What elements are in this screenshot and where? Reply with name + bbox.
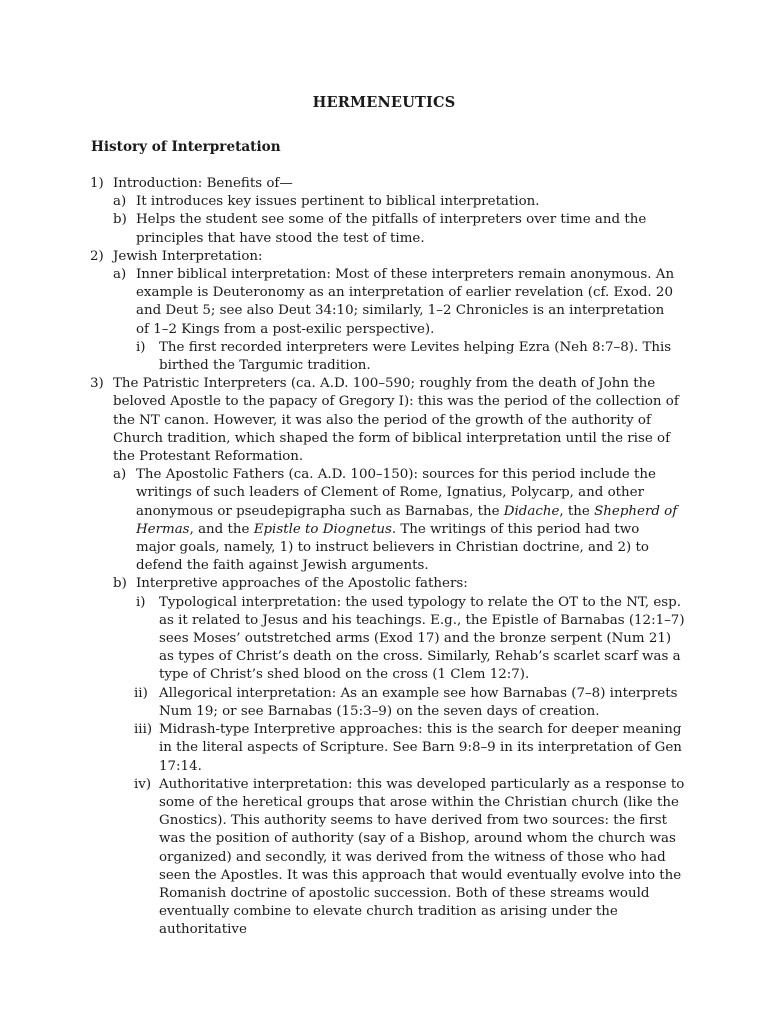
- list-item: [0, 175, 768, 193]
- item-number: ii): [134, 685, 148, 701]
- list-item: [0, 248, 768, 266]
- list-item: [0, 776, 768, 940]
- item-number: 3): [90, 376, 104, 392]
- item-number: 2): [90, 248, 104, 264]
- item-text: The Patristic Interpreters (ca. A.D. 100–590; roughly from the death of John the beloved Apostle to the papacy of Gregory I): this was the period of the collection of the NT canon. However, it was also the period of the growth of the authority of Church tradition, which shaped the form of biblical interpretation until the rise of the Protestant Reformation.: [113, 376, 679, 465]
- list-item: [0, 375, 768, 466]
- item-text: [136, 466, 681, 575]
- item-number: a): [113, 194, 127, 210]
- italic-title-shepherd: Shepherd of Hermas: [136, 503, 678, 537]
- item-text: Authoritative interpretation: this was developed particularly as a response to some of the heretical groups that arose within the Christian church (like the Gnostics). This authority seems to have derived from two sources: the first was the position of authority (say of a Bishop, around whom the church was organized) and secondly, it was derived from the witness of those who had seen the Apostles. It was this approach that would eventually evolve into the Romanish doctrine of apostolic succession. Both of these streams would eventually combine to elevate church tradition as arising under the authoritative: [159, 776, 685, 938]
- item-number: iv): [134, 776, 152, 792]
- list-item: [0, 594, 768, 685]
- list-item: [0, 575, 768, 593]
- list-item: [0, 211, 768, 247]
- item-text: It introduces key issues pertinent to biblical interpretation.: [136, 194, 540, 210]
- outline-list: [0, 175, 768, 940]
- item-text: Typological interpretation: the used typology to relate the OT to the NT, esp. as it related to Jesus and his teachings. E.g., the Epistle of Barnabas (12:1–7) sees Moses’ outstretched arms (Exod 17) and the bronze serpent (Num 21) as types of Christ’s death on the cross. Similarly, Rehab’s scarlet scarf was a type of Christ’s shed blood on the cross (1 Clem 12:7).: [159, 594, 685, 683]
- item-text: Introduction: Benefits of—: [113, 176, 293, 191]
- item-text: Interpretive approaches of the Apostolic fathers:: [136, 576, 468, 592]
- section-heading: History of Interpretation: [91, 139, 281, 155]
- item-text: Jewish Interpretation:: [113, 248, 263, 264]
- item-number: a): [113, 267, 127, 283]
- list-item: [0, 466, 768, 575]
- item-text: Allegorical interpretation: As an example see how Barnabas (7–8) interprets Num 19; or see Barnabas (15:3–9) on the seven days of creation.: [159, 685, 678, 719]
- document-title: HERMENEUTICS: [312, 94, 456, 111]
- text-run: . The writings of this period had two major goals, namely, 1) to instruct believers in Christian doctrine, and 2) to defend the faith against Jewish arguments.: [136, 521, 649, 574]
- item-number: b): [113, 576, 127, 592]
- text-run: , the: [559, 503, 595, 519]
- italic-title-epistle: Epistle to Diognetus: [253, 521, 392, 537]
- list-item: [0, 193, 768, 211]
- italic-title-didache: Didache: [503, 503, 560, 519]
- list-item: [0, 685, 768, 721]
- item-number: b): [113, 212, 127, 228]
- item-number: iii): [134, 722, 153, 738]
- item-number: i): [136, 339, 146, 355]
- list-item: [0, 339, 768, 375]
- item-number: a): [113, 467, 127, 483]
- item-text: The first recorded interpreters were Levites helping Ezra (Neh 8:7–8). This birthed the Targumic tradition.: [159, 339, 672, 374]
- item-number: 1): [90, 176, 104, 191]
- list-item: [0, 266, 768, 339]
- item-number: i): [136, 594, 146, 610]
- list-item: [0, 721, 768, 776]
- text-run: , and the: [189, 521, 254, 537]
- item-text: Inner biblical interpretation: Most of these interpreters remain anonymous. An example is Deuteronomy as an interpretation of earlier revelation (cf. Exod. 20 and Deut 5; see also Deut 34:10; similarly, 1–2 Chronicles is an interpretation of 1–2 Kings from a post-exilic perspective).: [136, 267, 675, 337]
- item-text: Helps the student see some of the pitfalls of interpreters over time and the principles that have stood the test of time.: [136, 212, 647, 246]
- item-text: Midrash-type Interpretive approaches: this is the search for deeper meaning in the literal aspects of Scripture. See Barn 9:8–9 in its interpretation of Gen 17:14.: [159, 722, 682, 774]
- text-run: The Apostolic Fathers (ca. A.D. 100–150): sources for this period include the writings of such leaders of Clement of Rome, Ignatius, Polycarp, and other anonymous or pseudepigrapha such as Barnabas, the: [136, 467, 656, 519]
